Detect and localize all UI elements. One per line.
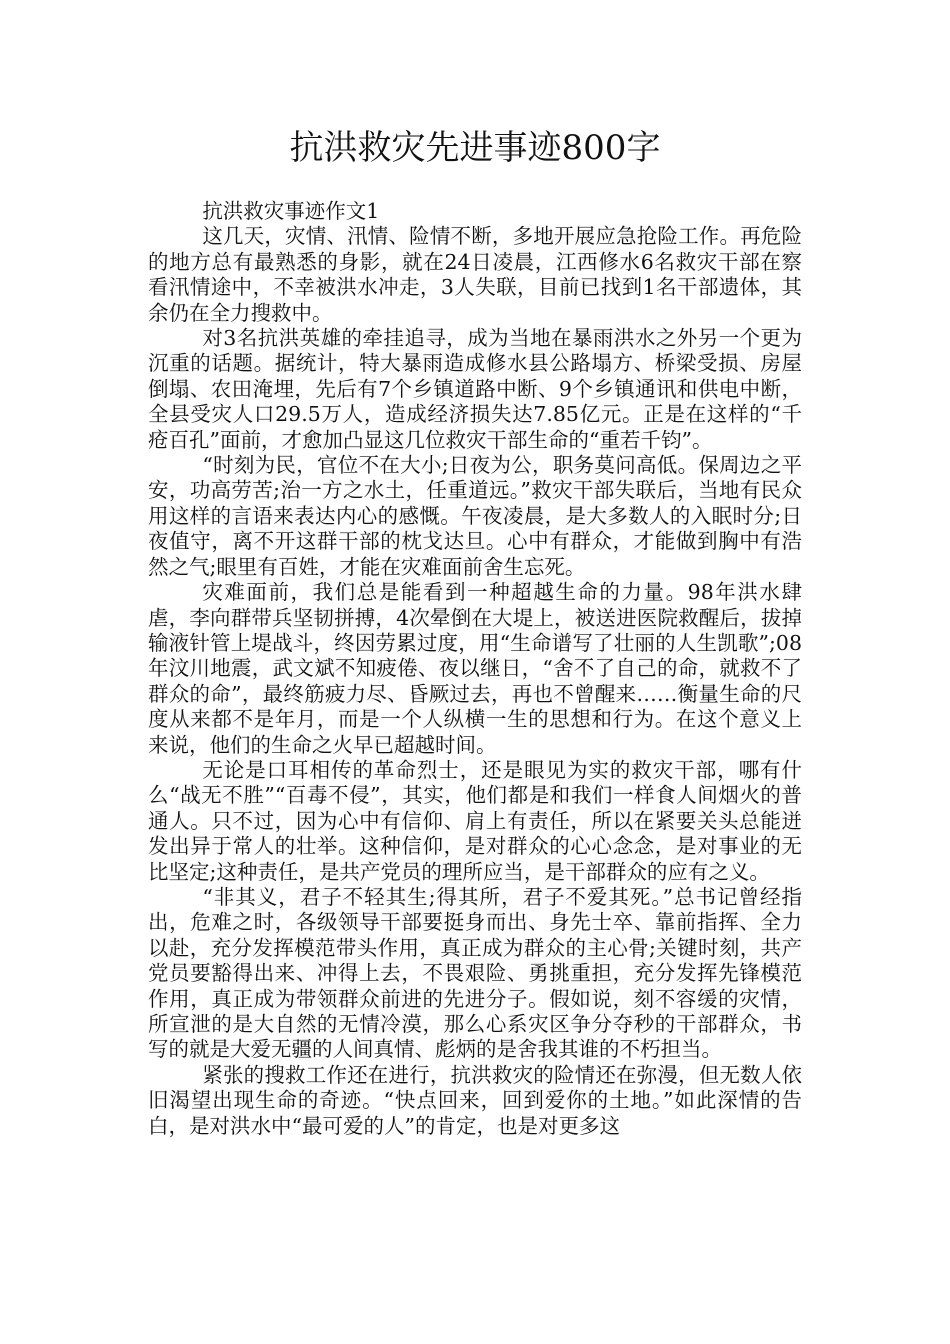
paragraph-7: 紧张的搜救工作还在进行，抗洪救灾的险情还在弥漫，但无数人依旧渴望出现生命的奇迹。“快点回来，回到爱你的土地。”如此深情的告白，是对洪水中“最可爱的人”的肯定，也是对更多这 xyxy=(148,1062,802,1138)
paragraph-2: 对3名抗洪英雄的牵挂追寻，成为当地在暴雨洪水之外另一个更为沉重的话题。据统计，特大暴雨造成修水县公路塌方、桥梁受损、房屋倒塌、农田淹埋，先后有7个乡镇道路中断、9个乡镇通讯和供电中断，全县受灾人口29.5万人，造成经济损失达7.85亿元。正是在这样的“千疮百孔”面前，才愈加凸显这几位救灾干部生命的“重若千钧”。 xyxy=(148,326,802,452)
paragraph-3: “时刻为民，官位不在大小;日夜为公，职务莫问高低。保周边之平安，功高劳苦;治一方之水土，任重道远。”救灾干部失联后，当地有民众用这样的言语来表达内心的感慨。午夜凌晨，是大多数人的入眠时分;日夜值守，离不开这群干部的枕戈达旦。心中有群众，才能做到胸中有浩然之气;眼里有百姓，才能在灾难面前舍生忘死。 xyxy=(148,453,802,579)
subtitle: 抗洪救灾事迹作文1 xyxy=(202,199,380,223)
paragraph-1: 这几天，灾情、汛情、险情不断，多地开展应急抢险工作。再危险的地方总有最熟悉的身影，就在24日凌晨，江西修水6名救灾干部在察看汛情途中，不幸被洪水冲走，3人失联，目前已找到1名干部遗体，其余仍在全力搜救中。 xyxy=(148,224,802,325)
document-body xyxy=(148,199,802,1139)
paragraph-6: “非其义，君子不轻其生;得其所，君子不爱其死。”总书记曾经指出，危难之时，各级领导干部要挺身而出、身先士卒、靠前指挥、全力以赴，充分发挥模范带头作用，真正成为群众的主心骨;关键时刻，共产党员要豁得出来、冲得上去，不畏艰险、勇挑重担，充分发挥先锋模范作用，真正成为带领群众前进的先进分子。假如说，刻不容缓的灾情，所宣泄的是大自然的无情冷漠，那么心系灾区争分夺秒的干部群众，书写的就是大爱无疆的人间真情、彪炳的是舍我其谁的不朽担当。 xyxy=(148,884,802,1062)
paragraph-4: 灾难面前，我们总是能看到一种超越生命的力量。98年洪水肆虐，李向群带兵坚韧拼搏，4次晕倒在大堤上，被送进医院救醒后，拔掉输液针管上堤战斗，终因劳累过度，用“生命谱写了壮丽的人生凯歌”;08年汶川地震，武文斌不知疲倦、夜以继日，“舍不了自己的命，就救不了群众的命”，最终筋疲力尽、昏厥过去，再也不曾醒来……衡量生命的尺度从来都不是年月，而是一个人纵横一生的思想和行为。在这个意义上来说，他们的生命之火早已超越时间。 xyxy=(148,580,802,757)
paragraph-5: 无论是口耳相传的革命烈士，还是眼见为实的救灾干部，哪有什么“战无不胜”“百毒不侵”，其实，他们都是和我们一样食人间烟火的普通人。只不过，因为心中有信仰、肩上有责任，所以在紧要关头总能迸发出异于常人的壮举。这种信仰，是对群众的心心念念，是对事业的无比坚定;这种责任，是共产党员的理所应当，是干部群众的应有之义。 xyxy=(148,757,802,884)
document-title: 抗洪救灾先进事迹800字 xyxy=(289,128,661,168)
